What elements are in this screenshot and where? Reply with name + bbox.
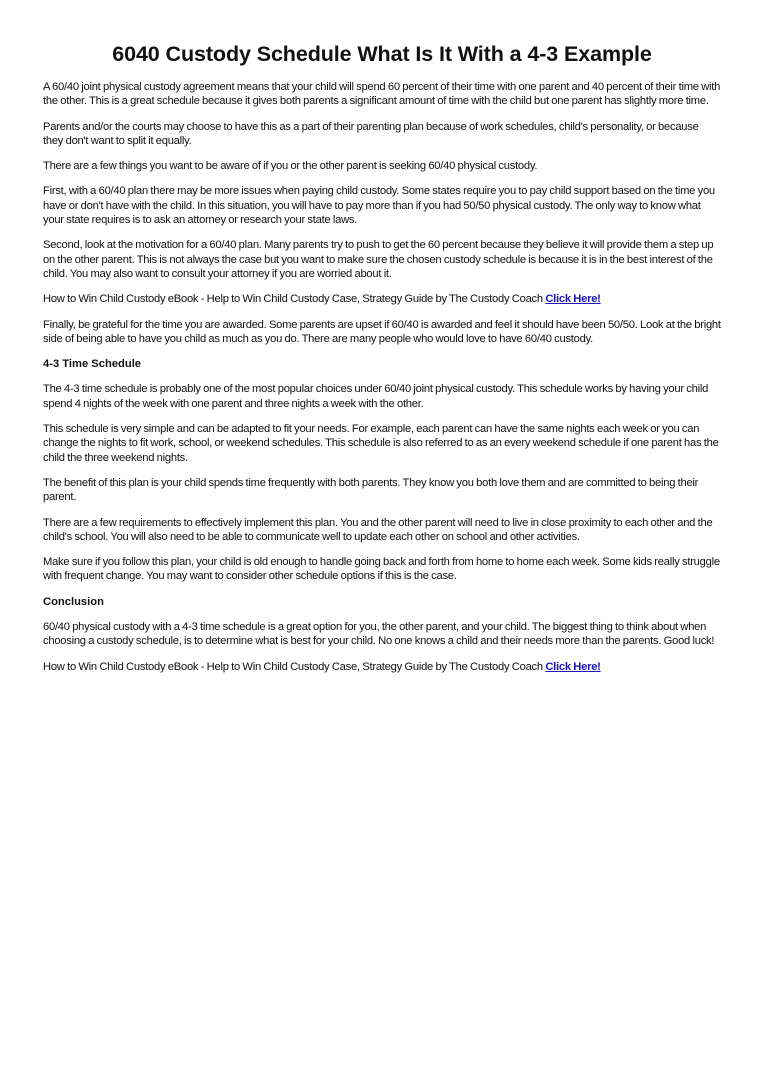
- intro-paragraph-2: Parents and/or the courts may choose to have this as a part of their parenting plan because of work schedules, child's personality, or because they don't want to split it equally.: [43, 120, 699, 147]
- schedule-paragraph-2: This schedule is very simple and can be adapted to fit your needs. For example, each parent can have the same nights each week or you can change the nights to fit work, school, or weekend schedules. This schedule is also referred to as an every weekend schedule if one parent has the child the three weekend nights.: [43, 423, 719, 464]
- intro-paragraph-4: First, with a 60/40 plan there may be more issues when paying child custody. Some states require you to pay child support based on the time you have or don't have with the child. In this situation, you will have to pay more than if you had 50/50 physical custody. The only way to know what your state requires is to ask an attorney or research your state laws.: [43, 185, 715, 227]
- conclusion-heading: Conclusion: [43, 595, 104, 608]
- intro-paragraph-3: There are a few things you want to be aware of if you or the other parent is seeking 60/40 physical custody.: [43, 160, 538, 173]
- click-here-link-2[interactable]: Click Here!: [545, 660, 601, 673]
- promo-line-1: [43, 292, 721, 306]
- finally-paragraph: Finally, be grateful for the time you are awarded. Some parents are upset if 60/40 is awarded and feel it should have been 50/50. Look at the bright side of being able to have you child as much as you do. There are many people who would love to have 60/40 custody.: [43, 318, 721, 345]
- intro-paragraph-1: A 60/40 joint physical custody agreement means that your child will spend 60 percent of their time with one parent and 40 percent of their time with the other. This is a great schedule because it gives both parents a significant amount of time with the child but one parent has slightly more time.: [43, 81, 721, 108]
- conclusion-paragraph: 60/40 physical custody with a 4-3 time schedule is a great option for you, the other parent, and your child. The biggest thing to think about when choosing a custody schedule, is to determine what is best for your child. No one knows a child and their needs more than the parents. Good luck!: [43, 621, 715, 648]
- promo-text-2: How to Win Child Custody eBook - Help to Win Child Custody Case, Strategy Guide by The Custody Coach: [43, 660, 543, 673]
- promo-line-2: [43, 660, 721, 674]
- intro-paragraph-5: Second, look at the motivation for a 60/40 plan. Many parents try to push to get the 60 percent because they believe it will provide them a step up on the other parent. This is not always the case but you want to make sure the chosen custody schedule is because it is in the best interest of the child. You may also want to consult your attorney if you are worried about it.: [43, 239, 714, 280]
- schedule-paragraph-1: The 4-3 time schedule is probably one of the most popular choices under 60/40 joint physical custody. This schedule works by having your child spend 4 nights of the week with one parent and three nights a week with the other.: [43, 383, 709, 410]
- promo-text-1: How to Win Child Custody eBook - Help to Win Child Custody Case, Strategy Guide by The Custody Coach: [43, 293, 543, 306]
- schedule-paragraph-5: Make sure if you follow this plan, your child is old enough to handle going back and forth from home to home each week. Some kids really struggle with frequent change. You may want to consider other schedule options if this is the case.: [43, 556, 720, 583]
- schedule-heading: 4-3 Time Schedule: [43, 358, 142, 371]
- schedule-paragraph-4: There are a few requirements to effectively implement this plan. You and the other parent will need to live in close proximity to each other and the child's school. You will also need to be able to communicate well to update each other on school and other activities.: [43, 516, 713, 543]
- page-title: 6040 Custody Schedule What Is It With a 4-3 Example: [112, 42, 652, 66]
- document-page: [43, 40, 721, 685]
- schedule-paragraph-3: The benefit of this plan is your child spends time frequently with both parents. They know you both love them and are committed to being their parent.: [43, 476, 699, 504]
- click-here-link-1[interactable]: Click Here!: [545, 293, 601, 306]
